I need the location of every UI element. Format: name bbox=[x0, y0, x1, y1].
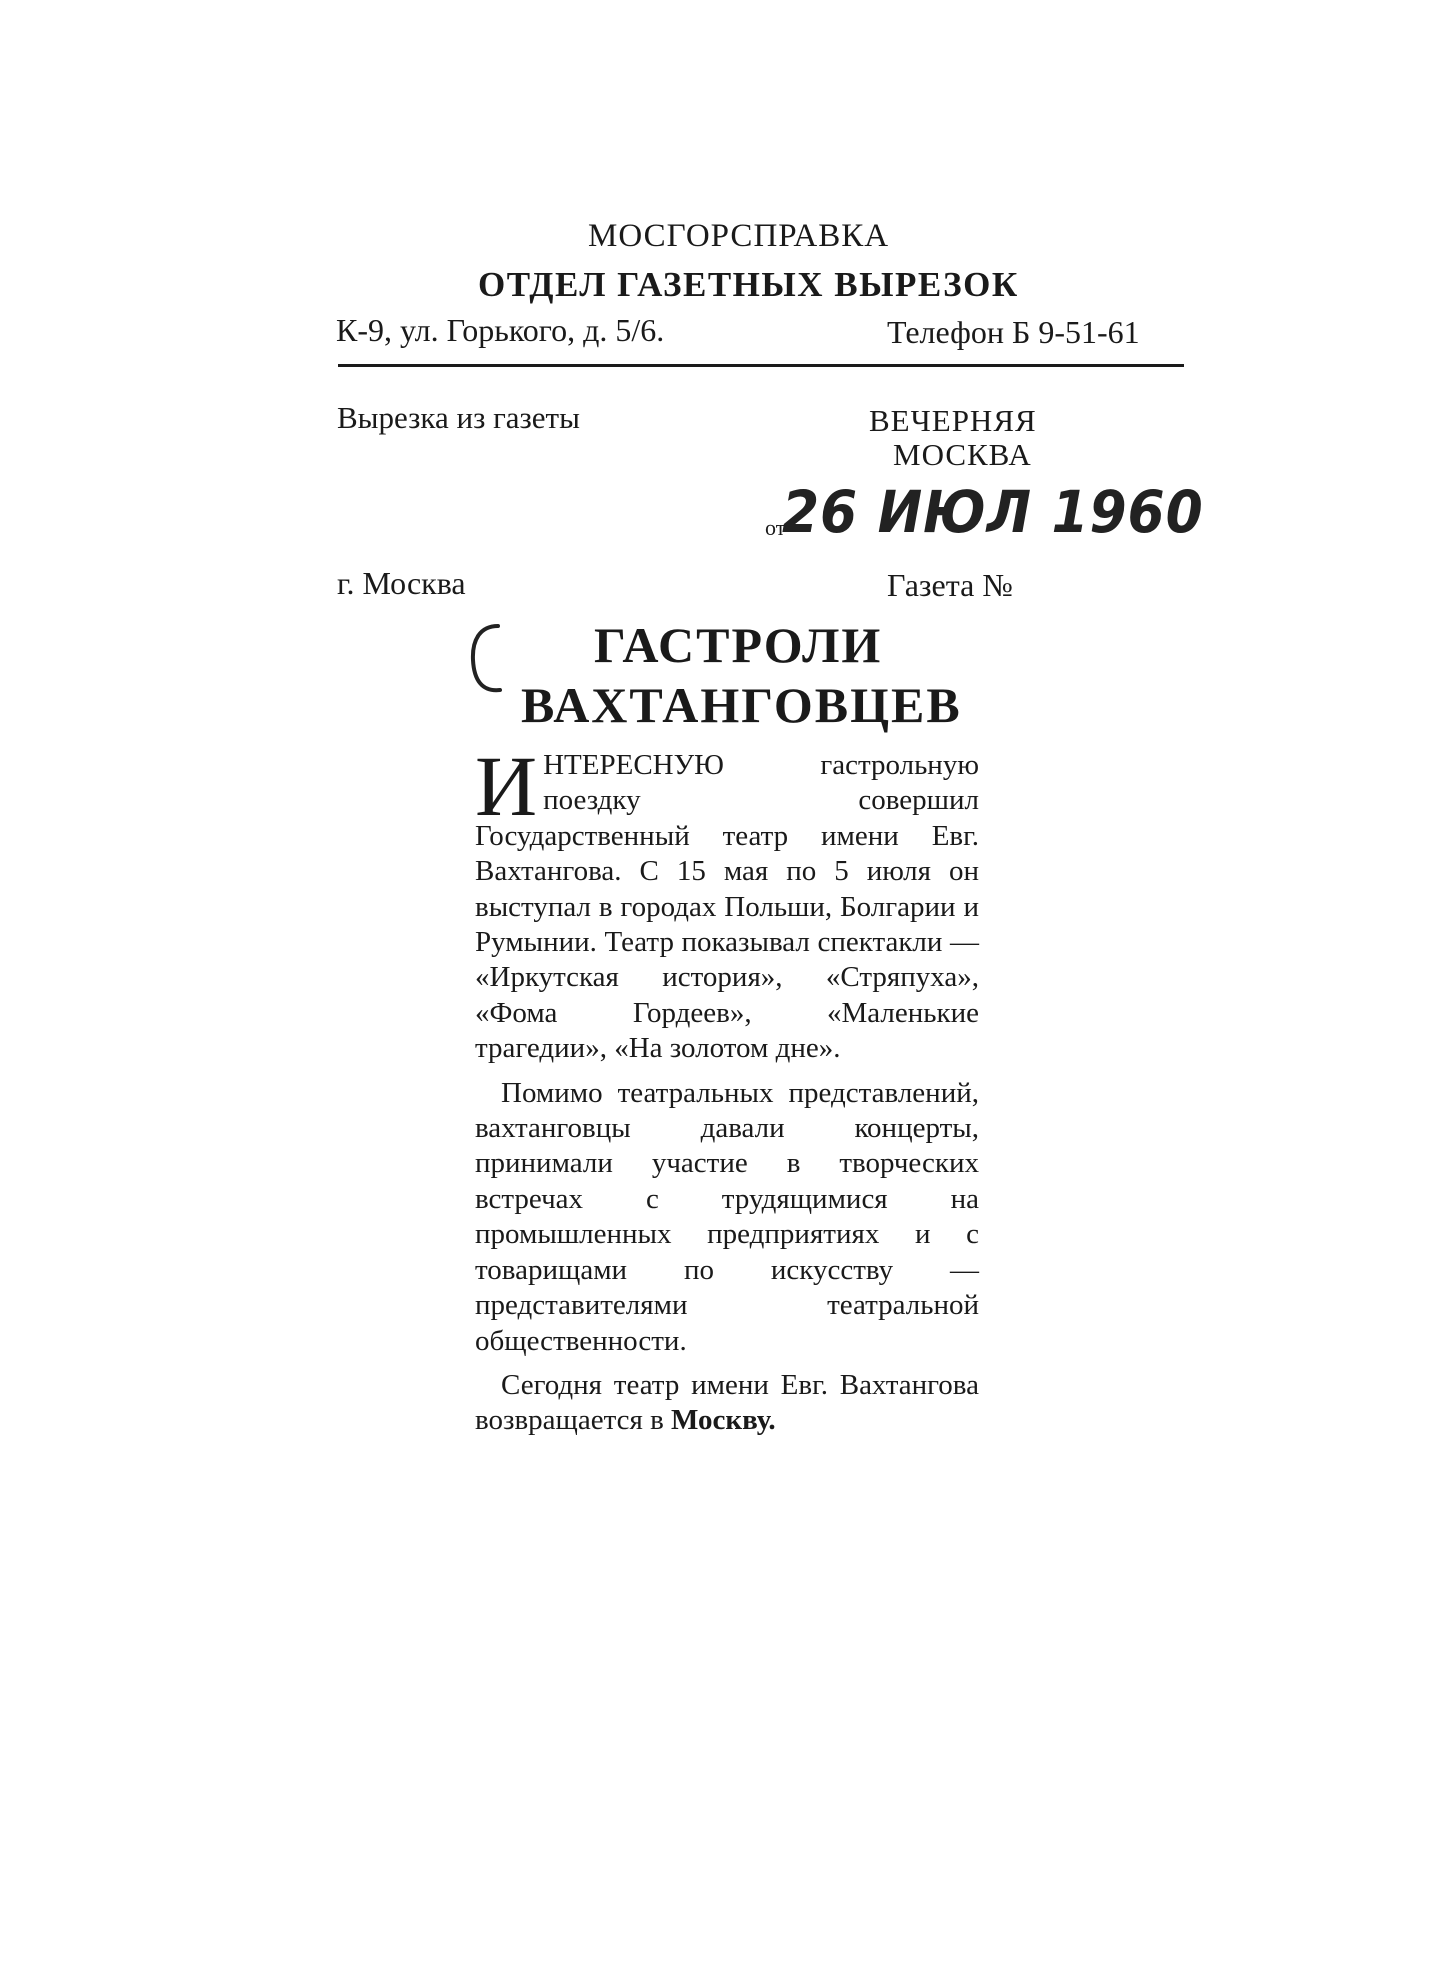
address: К-9, ул. Горького, д. 5/6. bbox=[336, 312, 665, 348]
drop-cap: И bbox=[475, 738, 538, 834]
article-paragraph-3 bbox=[475, 1368, 979, 1439]
newspaper-name-line2: МОСКВА bbox=[893, 437, 1032, 472]
date-stamp: 26 ИЮЛ 1960 bbox=[782, 478, 1204, 546]
headline-line1: ГАСТРОЛИ bbox=[594, 617, 883, 673]
clipping-label: Вырезка из газеты bbox=[337, 400, 580, 435]
article-body bbox=[475, 738, 979, 1439]
paragraph-3-text: Сегодня театр имени Евг. Вахтангова возвращается в bbox=[475, 1368, 979, 1437]
city: г. Москва bbox=[337, 565, 466, 601]
paragraph-1-text: НТЕРЕСНУЮ гастрольную поездку совершил Государственный театр имени Евг. Вахтангова. С 15 мая по 5 июля он выступал в городах Польши, Болгарии и Румынии. Театр показывал спектакли — «Иркутская история», «Стряпуха», «Фома Гордеев», «Маленькие трагедии», «На золотом дне». bbox=[475, 749, 979, 1065]
newspaper-name-line1: ВЕЧЕРНЯЯ bbox=[869, 403, 1037, 438]
phone-number: Телефон Б 9-51-61 bbox=[887, 314, 1140, 350]
date-prefix: от bbox=[765, 515, 786, 540]
article-paragraph-2: Помимо театральных представлений, вахтанговцы давали концерты, принимали участие в творческих встречах с трудящимися на промышленных предприятиях и с товарищами по искусству — представителями театральной общественности. bbox=[475, 1076, 979, 1357]
newspaper-number-label: Газета № bbox=[887, 567, 1013, 603]
article-paragraph-1 bbox=[475, 738, 979, 1067]
headline-line2: ВАХТАНГОВЦЕВ bbox=[521, 677, 962, 733]
paragraph-3-last-word: Москву. bbox=[671, 1404, 776, 1437]
org-name: МОСГОРСПРАВКА bbox=[588, 218, 890, 254]
department-name: ОТДЕЛ ГАЗЕТНЫХ ВЫРЕЗОК bbox=[478, 265, 1019, 304]
header-divider bbox=[338, 364, 1184, 367]
handwritten-mark-icon bbox=[468, 620, 510, 698]
